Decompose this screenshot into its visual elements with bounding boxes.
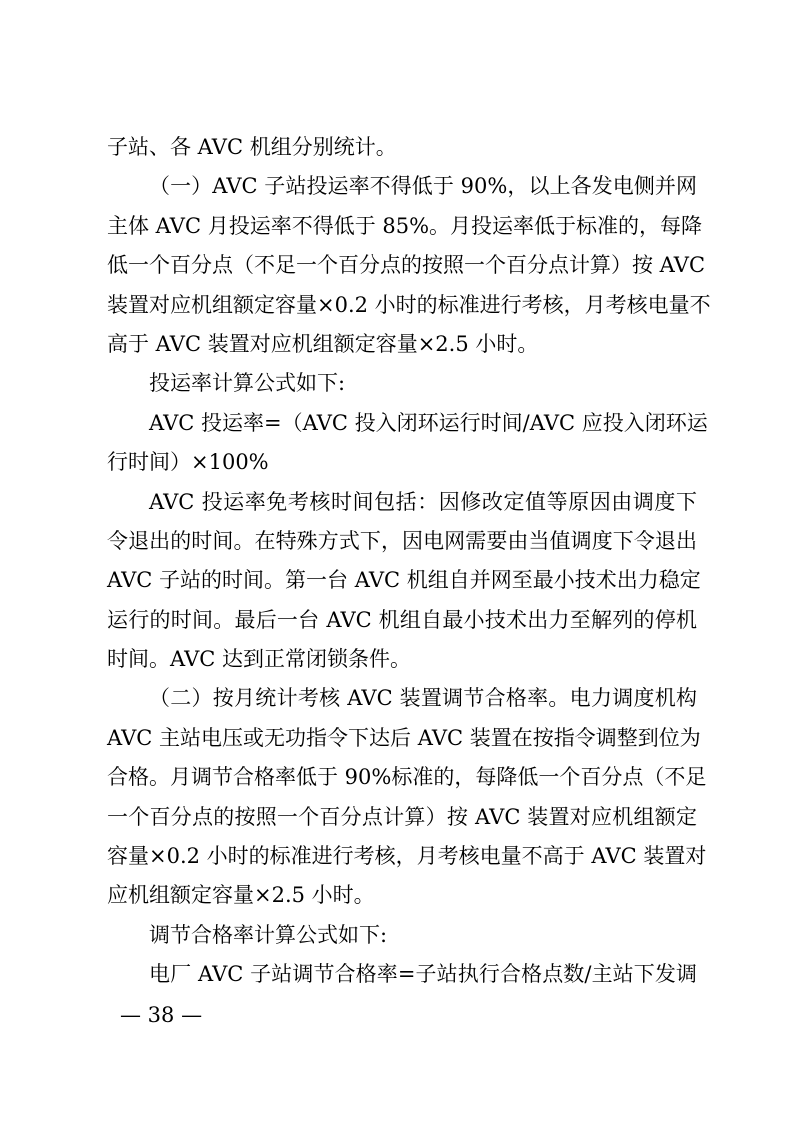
text-line: 运行的时间。最后一台 AVC 机组自最小技术出力至解列的停机 bbox=[107, 607, 697, 632]
text-line: 调节合格率计算公式如下: bbox=[149, 922, 388, 947]
text-line: 子站、各 AVC 机组分别统计。 bbox=[107, 135, 397, 159]
text-line: 低一个百分点（不足一个百分点的按照一个百分点计算）按 AVC bbox=[107, 253, 706, 278]
text-line: 时间。AVC 达到正常闭锁条件。 bbox=[107, 647, 412, 672]
text-line: 应机组额定容量×2.5 小时。 bbox=[107, 883, 375, 908]
page-number: — 38 — bbox=[120, 1003, 203, 1027]
text-line: （二）按月统计考核 AVC 装置调节合格率。电力调度机构 bbox=[149, 686, 697, 711]
text-line: 主体 AVC 月投运率不得低于 85%。月投运率低于标准的，每降 bbox=[107, 213, 703, 238]
text-line: 投运率计算公式如下: bbox=[149, 371, 346, 396]
text-line: （一）AVC 子站投运率不得低于 90%，以上各发电侧并网 bbox=[149, 174, 697, 199]
text-line: 一个百分点的按照一个百分点计算）按 AVC 装置对应机组额定 bbox=[107, 804, 697, 829]
text-line: 容量×0.2 小时的标准进行考核，月考核电量不高于 AVC 装置对 bbox=[107, 844, 707, 869]
text-line: 合格。月调节合格率低于 90%标准的，每降低一个百分点（不足 bbox=[107, 765, 707, 790]
document-body bbox=[107, 128, 711, 995]
text-line: AVC 投运率=（AVC 投入闭环运行时间/AVC 应投入闭环运 bbox=[149, 410, 708, 435]
text-line: 行时间）×100% bbox=[107, 450, 269, 475]
text-line: 装置对应机组额定容量×0.2 小时的标准进行考核，月考核电量不 bbox=[107, 292, 711, 317]
text-line: AVC 子站的时间。第一台 AVC 机组自并网至最小技术出力稳定 bbox=[107, 568, 701, 593]
text-line: AVC 主站电压或无功指令下达后 AVC 装置在按指令调整到位为 bbox=[107, 725, 701, 750]
text-line: 高于 AVC 装置对应机组额定容量×2.5 小时。 bbox=[107, 331, 539, 356]
text-line: 电厂 AVC 子站调节合格率=子站执行合格点数/主站下发调 bbox=[149, 962, 697, 987]
text-line: 令退出的时间。在特殊方式下，因电网需要由当值调度下令退出 bbox=[107, 528, 697, 553]
text-line: AVC 投运率免考核时间包括：因修改定值等原因由调度下 bbox=[149, 489, 697, 514]
